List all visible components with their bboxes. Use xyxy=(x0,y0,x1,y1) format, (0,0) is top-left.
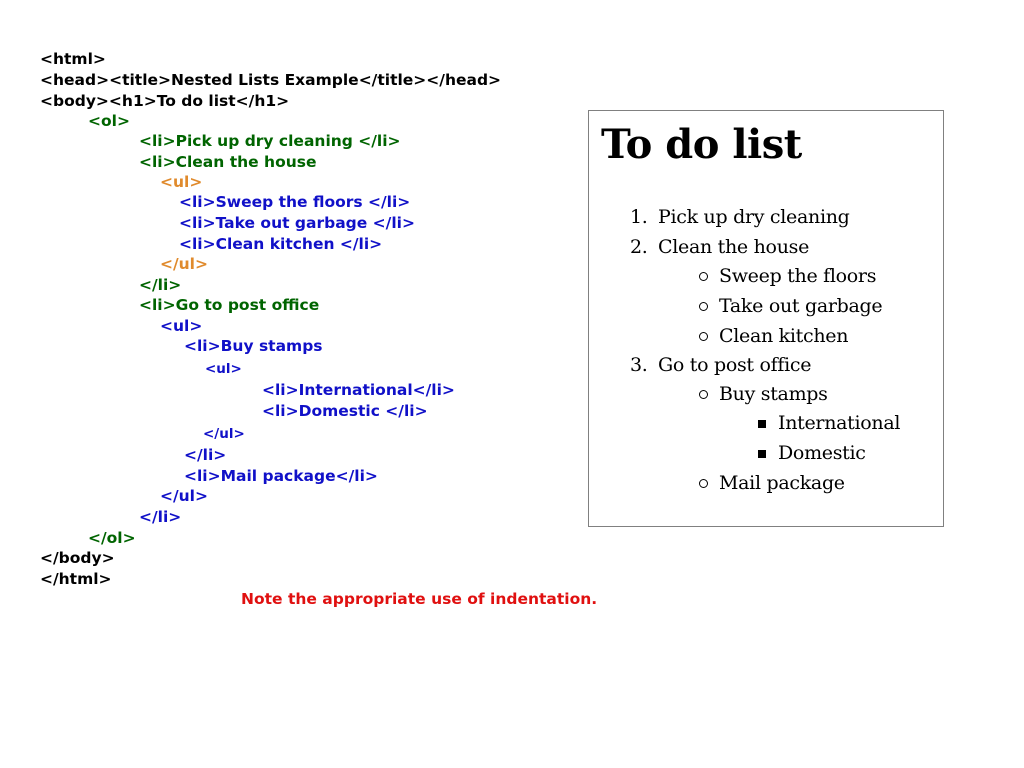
circle-bullet-icon xyxy=(699,272,708,281)
preview-item-3-text: Go to post office xyxy=(658,354,812,376)
code-head: <head><title>Nested Lists Example</title></head> xyxy=(40,71,502,89)
preview-item-2-marker: 2. xyxy=(630,236,648,258)
preview-item-2 xyxy=(630,234,809,260)
code-ol-close: </ol> xyxy=(88,529,136,547)
code-li-close-1: </li> xyxy=(139,276,182,294)
indentation-note: Note the appropriate use of indentation. xyxy=(241,590,598,608)
code-ul-open-3: <ul> xyxy=(205,361,242,377)
square-bullet-icon xyxy=(758,420,766,428)
preview-item-2-text: Clean the house xyxy=(658,236,810,258)
code-li-domestic: <li>Domestic </li> xyxy=(262,402,428,420)
code-li-mail: <li>Mail package</li> xyxy=(184,467,378,485)
preview-item-kitchen: Clean kitchen xyxy=(719,325,849,347)
code-ul-open-2: <ul> xyxy=(160,317,203,335)
code-html-open: <html> xyxy=(40,50,106,68)
circle-bullet-icon xyxy=(699,479,708,488)
code-body-close: </body> xyxy=(40,549,115,567)
preview-item-sweep: Sweep the floors xyxy=(719,265,877,287)
code-body-h1: <body><h1>To do list</h1> xyxy=(40,92,290,110)
square-bullet-icon xyxy=(758,450,766,458)
code-li-dry-cleaning: <li>Pick up dry cleaning </li> xyxy=(139,132,401,150)
code-li-clean-house: <li>Clean the house xyxy=(139,153,317,171)
code-li-garbage: <li>Take out garbage </li> xyxy=(179,214,415,232)
preview-item-stamps: Buy stamps xyxy=(719,383,828,405)
code-ul-open-1: <ul> xyxy=(160,173,203,191)
code-html-close: </html> xyxy=(40,570,112,588)
preview-title: To do list xyxy=(601,121,802,168)
circle-bullet-icon xyxy=(699,302,708,311)
code-li-kitchen: <li>Clean kitchen </li> xyxy=(179,235,383,253)
code-ul-close-2: </ul> xyxy=(160,487,208,505)
preview-item-1-marker: 1. xyxy=(630,206,648,228)
code-li-international: <li>International</li> xyxy=(262,381,455,399)
preview-item-1 xyxy=(630,204,850,230)
circle-bullet-icon xyxy=(699,332,708,341)
code-li-stamps: <li>Buy stamps xyxy=(184,337,323,355)
circle-bullet-icon xyxy=(699,390,708,399)
preview-item-3 xyxy=(630,352,811,378)
preview-item-garbage: Take out garbage xyxy=(719,295,883,317)
preview-item-1-text: Pick up dry cleaning xyxy=(658,206,850,228)
preview-item-domestic: Domestic xyxy=(778,442,866,464)
preview-item-international: International xyxy=(778,412,901,434)
code-ul-close-1: </ul> xyxy=(160,255,208,273)
code-ol-open: <ol> xyxy=(88,112,130,130)
preview-item-mail: Mail package xyxy=(719,472,845,494)
rendered-preview xyxy=(588,110,944,527)
code-ul-close-3: </ul> xyxy=(203,426,245,442)
preview-item-3-marker: 3. xyxy=(630,354,648,376)
code-li-post-office: <li>Go to post office xyxy=(139,296,320,314)
code-li-sweep: <li>Sweep the floors </li> xyxy=(179,193,411,211)
code-li-close-stamps: </li> xyxy=(184,446,227,464)
code-li-close-2: </li> xyxy=(139,508,182,526)
